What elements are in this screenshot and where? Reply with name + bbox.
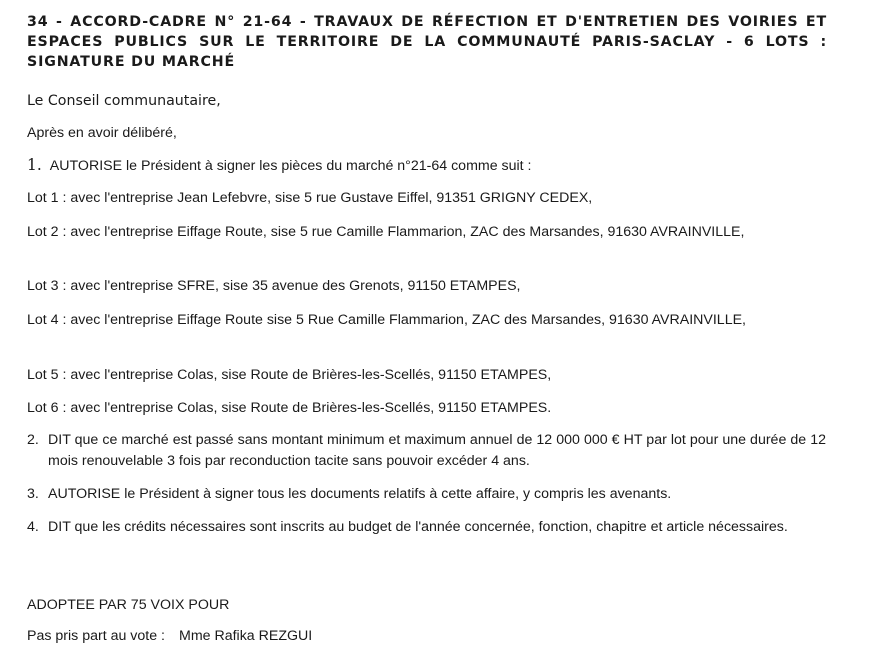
item-3-text: AUTORISE le Président à signer tous les documents relatifs à cette affaire, y compris les avenants. xyxy=(48,486,672,502)
item-3-number: 3. xyxy=(27,486,39,502)
item-1-number: 1. xyxy=(27,156,42,174)
council-line: Le Conseil communautaire, xyxy=(27,93,221,109)
item-2-text: DIT que ce marché est passé sans montant minimum et maximum annuel de 12 000 000 € HT par lot pour une durée de 12 mois renouvelable 3 fois par reconduction tacite sans pouvoir excéder 4 ans. xyxy=(48,432,826,469)
vote-abstain-label: Pas pris part au vote : xyxy=(27,628,166,644)
item-2-number: 2. xyxy=(27,432,39,448)
item-2 xyxy=(27,430,826,472)
lot-6: Lot 6 : avec l'entreprise Colas, sise Route de Brières-les-Scellés, 91150 ETAMPES. xyxy=(27,400,552,416)
item-3 xyxy=(27,484,826,505)
deliberated-line: Après en avoir délibéré, xyxy=(27,125,177,141)
item-1-text: AUTORISE le Président à signer les pièces du marché n°21-64 comme suit : xyxy=(49,158,532,174)
lot-3: Lot 3 : avec l'entreprise SFRE, sise 35 avenue des Grenots, 91150 ETAMPES, xyxy=(27,278,521,294)
deliberation-title: 34 - ACCORD-CADRE N° 21-64 - TRAVAUX DE RÉFECTION ET D'ENTRETIEN DES VOIRIES ET ESPACES PUBLICS SUR LE TERRITOIRE DE LA COMMUNAUTÉ PARIS-SACLAY - 6 LOTS : SIGNATURE DU MARCHÉ xyxy=(27,14,827,70)
lot-5: Lot 5 : avec l'entreprise Colas, sise Route de Brières-les-Scellés, 91150 ETAMPES, xyxy=(27,367,552,383)
lot-2: Lot 2 : avec l'entreprise Eiffage Route, sise 5 rue Camille Flammarion, ZAC des Marsandes, 91630 AVRAINVILLE, xyxy=(27,224,745,240)
vote-abstain xyxy=(27,626,312,646)
item-4-number: 4. xyxy=(27,519,39,535)
lot-4: Lot 4 : avec l'entreprise Eiffage Route sise 5 Rue Camille Flammarion, ZAC des Marsandes, 91630 AVRAINVILLE, xyxy=(27,312,746,328)
item-4 xyxy=(27,517,826,538)
vote-result: ADOPTEE PAR 75 VOIX POUR xyxy=(27,597,230,613)
vote-abstain-name: Mme Rafika REZGUI xyxy=(179,628,313,644)
item-1 xyxy=(27,155,532,176)
item-4-text: DIT que les crédits nécessaires sont inscrits au budget de l'année concernée, fonction, chapitre et article nécessaires. xyxy=(48,519,788,535)
lot-1: Lot 1 : avec l'entreprise Jean Lefebvre, sise 5 rue Gustave Eiffel, 91351 GRIGNY CEDEX, xyxy=(27,190,593,206)
